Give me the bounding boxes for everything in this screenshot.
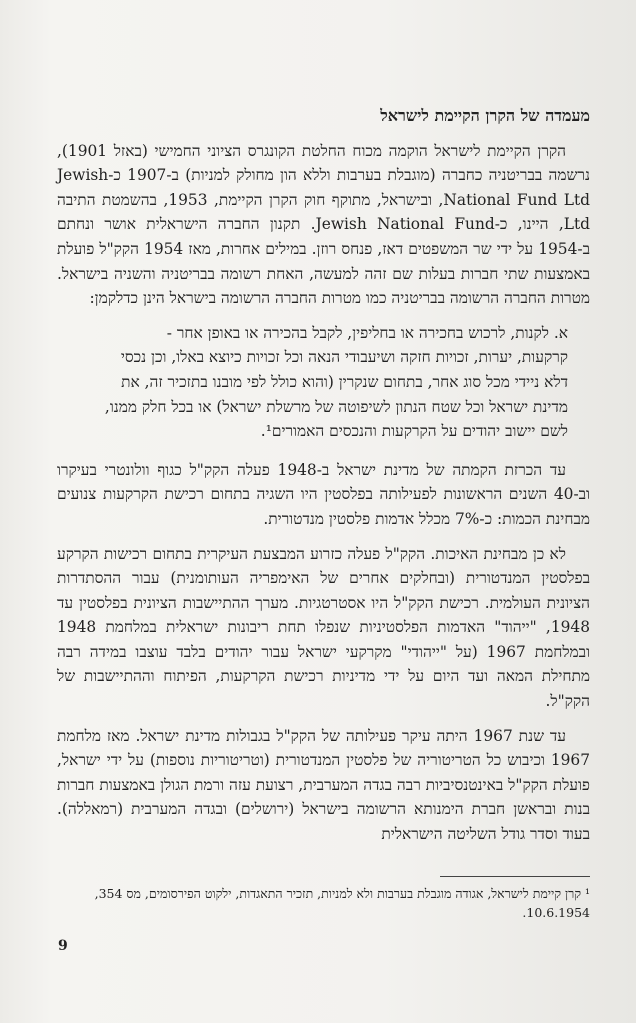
quote-line-4: מדינת ישראל וכל שטח הנתון לשיפוטה של מרשלת ישראל) או בכל חלק ממנו, (104, 397, 568, 416)
quote-line-3: דלא ניידי מכל סוג אחר, בתחום שנקרין (והוא כולל לפי מובנו בתזכיר זה, את (121, 372, 568, 391)
paragraph-4: עד שנת 1967 היתה עיקר פעילותה של הקק"ל בגבולות מדינת ישראל. מאז מלחמת 1967 וכיבוש כל הטריטוריה של פלסטין המנדטורית (וטריטוריות נוספות) על ידי ישראל, פועלת הקק"ל באינטנסיביות רבה בגדה המערבית, רצועת עזה ורמת הגולן באמצעות חברות בנות ובראשן חברת הימנותא הרשומה בישראל (ירושלים) ובגדה המערבית (רמאללה). בעוד וסדר גודל השליטה הישראלית (57, 726, 590, 844)
body-text (57, 104, 590, 857)
section-heading: מעמדה של הקרן הקיימת לישראל (380, 106, 590, 125)
paragraph-1: הקרן הקיימת לישראל הוקמה מכוח החלטת הקונגרס הציוני החמישי (באזל 1901), נרשמה בבריטניה כחברה (מוגבלת בערבות וללא הון מחולק למניות) ב-1907 כ-Jewish National Fund Ltd, ובישראל, מתוקף חוק הקרן הקיימת, 1953, בהשמטת התיבה Ltd, היינו, כ-Jewish National Fund. תקנון החברה הישראלית אושר ונחתם ב-1954 על ידי שר המשפטים דאז, פנחס רוזן. במילים אחרות, מאז 1954 הקק"ל פועלת באמצעות שתי חברות בעלות שם זהה למעשה, האחת רשומה בבריטניה והשניה בישראל. מטרות החברה הרשומה בבריטניה כמו מטרות החברה הרשומה בישראל הינן כדלקמן: (57, 141, 591, 308)
quote-line-1: א. לקנות, לרכוש בחכירה או בחליפין, לקבל בהכירה או באופן אחר - (166, 323, 568, 342)
footnote-divider (440, 876, 590, 877)
paragraph-3: לא כן מבחינת האיכות. הקק"ל פעלה כזרוע המבצעת העיקרית בתחום רכישות הקרקע בפלסטין המנדטורית (ובחלקים אחרים של האימפריה העותומנית) עבור ההסתדרות הציונית העולמית. רכישת הקק"ל היו אסטרטגיות. מערך ההתיישבות הציונית בפלסטין עד 1948, "ייהוד" האדמות הפלסטיניות שנפלו תחת ריבונות ישראלית במלחמת 1948 ובמלחמת 1967 (על "ייהודי" מקרקעי ישראל עבור יהודים בלבד עוצבו במידה רבה מתחילת המאה ועד היום על ידי מדיניות רכישת הקרקעות, הפיתוח וההתיישבות של הקק"ל. (57, 544, 591, 711)
quote-line-5: לשם יישוב יהודים על הקרקעות והנכסים האמורים¹. (260, 422, 568, 441)
footnote: ¹ קרן קיימת לישראל, אגודה מוגבלת בערבות ולא למניות, תזכיר התאגדות, ילקוט הפירסומים, מס 354, 10.6.1954. (94, 886, 590, 920)
paragraph-2: עד הכרזת הקמתה של מדינת ישראל ב-1948 פעלה הקק"ל כגוף וולונטרי בעיקרו וב-40 השנים הראשונות לפעילותה בפלסטין היו השגיה בתחום רכישת הקרקעות צנועים מבחינת הכמות: כ-7% מכלל אדמות פלסטין מנדטורית. (57, 460, 590, 528)
quote-line-2: קרקעות, יערות, זכויות חזקה ושיעבודי הנאה וכל זכויות כיוצא באלו, וכן נכסי (120, 348, 568, 367)
quoted-charter (57, 321, 590, 444)
page-number: 9 (58, 938, 68, 954)
